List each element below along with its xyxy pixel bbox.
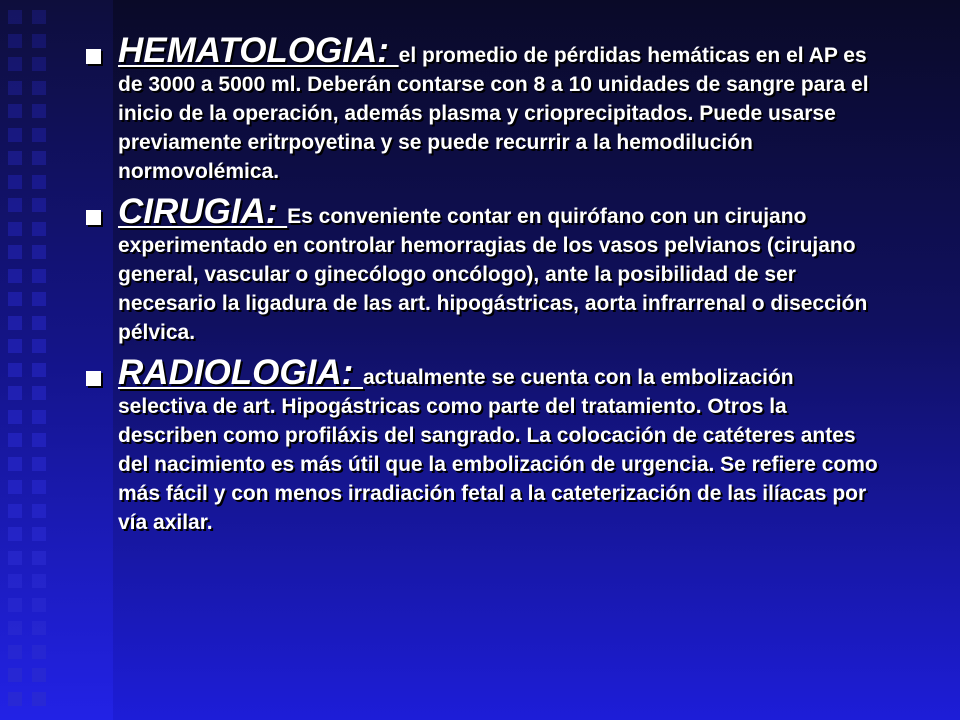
decorative-square <box>32 386 46 400</box>
bullet-item-radiologia <box>86 353 886 537</box>
item-text: el promedio de pérdidas hemáticas en el AP es de 3000 a 5000 ml. Deberán contarse con 8 a 10 unidades de sangre para el inicio de la operación, además plasma y crioprecipitados. Puede usarse previamente eritrpoyetina y se puede recurrir a la hemodilución normovolémica. <box>118 44 869 183</box>
decorative-square <box>8 574 22 588</box>
decorative-square <box>32 527 46 541</box>
decorative-square <box>8 551 22 565</box>
decorative-square <box>8 504 22 518</box>
decorative-square <box>32 57 46 71</box>
decorative-square <box>32 621 46 635</box>
decorative-square <box>32 504 46 518</box>
decorative-square <box>8 151 22 165</box>
decorative-square <box>8 527 22 541</box>
decorative-square <box>32 292 46 306</box>
decorative-square <box>8 245 22 259</box>
item-text: Es conveniente contar en quirófano con un cirujano experimentado en controlar hemorragias de los vasos pelvianos (cirujano general, vascular o ginecólogo oncólogo), ante la posibilidad de ser necesario la ligadura de las art. hipogástricas, aorta infrarrenal o disección pélvica. <box>118 205 868 344</box>
decorative-square <box>32 104 46 118</box>
decorative-square <box>32 10 46 24</box>
item-heading: HEMATOLOGIA: <box>118 31 399 70</box>
bullet-item-cirugia <box>86 192 886 347</box>
decorative-square <box>32 339 46 353</box>
decorative-square <box>32 363 46 377</box>
decorative-square <box>32 668 46 682</box>
decorative-square <box>32 457 46 471</box>
decorative-square <box>32 645 46 659</box>
decorative-square <box>8 410 22 424</box>
square-bullet-icon <box>86 210 101 225</box>
slide-content <box>86 31 886 548</box>
item-text: actualmente se cuenta con la embolización selectiva de art. Hipogástricas como parte del tratamiento. Otros la describen como profiláxis del sangrado. La colocación de catéteres antes del nacimiento es más útil que la embolización de urgencia. Se refiere como más fácil y con menos irradiación fetal a la cateterización de las ilíacas por vía axilar. <box>118 366 878 534</box>
decorative-square <box>8 81 22 95</box>
decorative-square <box>32 598 46 612</box>
decorative-square <box>32 551 46 565</box>
decorative-square <box>8 222 22 236</box>
decorative-square <box>32 128 46 142</box>
decorative-square <box>8 292 22 306</box>
decorative-square <box>32 81 46 95</box>
decorative-square <box>32 410 46 424</box>
decorative-square <box>8 433 22 447</box>
decorative-square <box>8 480 22 494</box>
decorative-square <box>32 175 46 189</box>
decorative-square <box>8 316 22 330</box>
decorative-square <box>8 621 22 635</box>
decorative-square <box>32 245 46 259</box>
decorative-square <box>8 339 22 353</box>
decorative-square <box>8 198 22 212</box>
bullet-item-hematologia <box>86 31 886 186</box>
item-heading: RADIOLOGIA: <box>118 353 363 392</box>
decorative-square <box>8 363 22 377</box>
decorative-square <box>8 10 22 24</box>
square-bullet-icon <box>86 49 101 64</box>
decorative-square <box>8 128 22 142</box>
decorative-square <box>8 104 22 118</box>
decorative-square <box>32 151 46 165</box>
decorative-square <box>32 692 46 706</box>
decorative-square <box>32 480 46 494</box>
decorative-square <box>8 57 22 71</box>
decorative-square <box>8 386 22 400</box>
decorative-square <box>8 457 22 471</box>
decorative-square <box>32 574 46 588</box>
decorative-square <box>32 198 46 212</box>
square-bullet-icon <box>86 371 101 386</box>
decorative-square <box>32 316 46 330</box>
decorative-square <box>8 175 22 189</box>
decorative-square <box>8 668 22 682</box>
decorative-square <box>32 269 46 283</box>
decorative-square <box>8 598 22 612</box>
decorative-square <box>32 222 46 236</box>
decorative-square <box>8 269 22 283</box>
decorative-square <box>8 34 22 48</box>
decorative-square <box>8 645 22 659</box>
decorative-square <box>8 692 22 706</box>
item-heading: CIRUGIA: <box>118 192 288 231</box>
decorative-square <box>32 433 46 447</box>
decorative-square <box>32 34 46 48</box>
